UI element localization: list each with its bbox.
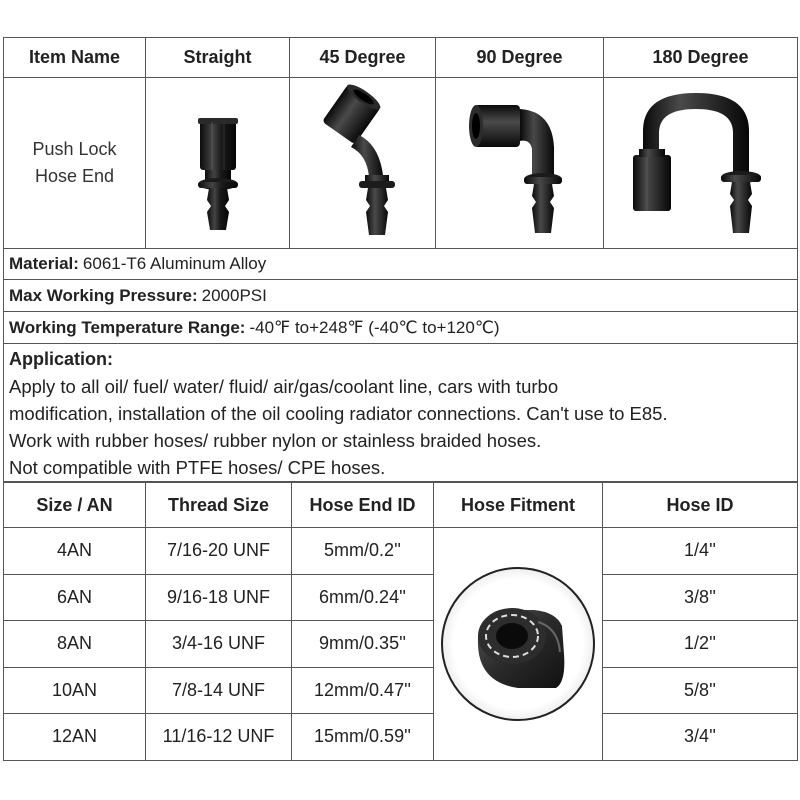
material-row [3,249,798,280]
pressure-label: Max Working Pressure: [9,285,198,305]
header-straight: Straight [146,38,290,78]
temperature-row [3,312,798,344]
size-cell: 6AN [4,574,146,621]
thread-cell: 3/4-16 UNF [146,621,292,668]
size-cell: 8AN [4,621,146,668]
end-id-cell: 6mm/0.24'' [292,574,434,621]
application-line-2: modification, installation of the oil cooling radiator connections. Can't use to E85. [9,403,668,424]
product-name-line1: Push Lock [32,139,117,159]
application-line-3: Work with rubber hoses/ rubber nylon or stainless braided hoses. [9,430,542,451]
spec-header-hose-id: Hose ID [603,483,798,528]
spec-header-size: Size / AN [4,483,146,528]
spec-table [3,482,798,761]
spec-header-row [4,483,798,528]
material-label: Material: [9,254,79,273]
table-row [4,574,798,621]
temperature-label: Working Temperature Range: [9,317,246,337]
45-degree-fitting-cell [290,78,436,249]
hose-id-cell: 5/8'' [603,667,798,714]
hose-fitment-cell [434,528,603,761]
thread-cell: 7/8-14 UNF [146,667,292,714]
45-degree-fitting-image [313,83,413,243]
90-degree-fitting-image [460,83,580,243]
product-header-row [4,38,798,78]
thread-cell: 11/16-12 UNF [146,714,292,761]
hose-id-cell: 1/2'' [603,621,798,668]
size-cell: 12AN [4,714,146,761]
application-line-4: Not compatible with PTFE hoses/ CPE hoses. [9,457,386,478]
header-item-name: Item Name [4,38,146,78]
end-id-cell: 15mm/0.59'' [292,714,434,761]
table-row [4,667,798,714]
application-line-1: Apply to all oil/ fuel/ water/ fluid/ air/gas/coolant line, cars with turbo [9,376,559,397]
pressure-value: 2000PSI [201,285,267,305]
end-id-cell: 5mm/0.2'' [292,528,434,575]
thread-cell: 7/16-20 UNF [146,528,292,575]
material-value: 6061-T6 Aluminum Alloy [82,254,267,273]
product-table [3,37,798,249]
straight-fitting-cell [146,78,290,249]
180-degree-fitting-image [621,83,781,243]
spec-header-thread: Thread Size [146,483,292,528]
hose-id-cell: 3/4'' [603,714,798,761]
size-cell: 10AN [4,667,146,714]
product-image-row [4,78,798,249]
spec-header-fitment: Hose Fitment [434,483,603,528]
table-row [4,714,798,761]
hose-id-cell: 1/4'' [603,528,798,575]
pressure-row [3,280,798,312]
table-row [4,528,798,575]
application-section [3,344,798,482]
end-id-cell: 9mm/0.35'' [292,621,434,668]
hose-fitment-image [438,564,598,724]
thread-cell: 9/16-18 UNF [146,574,292,621]
application-label: Application: [9,349,113,369]
size-cell: 4AN [4,528,146,575]
straight-fitting-image [188,88,248,238]
temperature-value: -40℉ to+248℉ (-40℃ to+120℃) [249,317,500,337]
header-90-degree: 90 Degree [436,38,604,78]
header-180-degree: 180 Degree [604,38,798,78]
hose-id-cell: 3/8'' [603,574,798,621]
header-45-degree: 45 Degree [290,38,436,78]
end-id-cell: 12mm/0.47'' [292,667,434,714]
table-row [4,621,798,668]
90-degree-fitting-cell [436,78,604,249]
product-name-line2: Hose End [34,166,115,186]
180-degree-fitting-cell [604,78,798,249]
product-name-cell [4,78,146,249]
spec-header-end-id: Hose End ID [292,483,434,528]
